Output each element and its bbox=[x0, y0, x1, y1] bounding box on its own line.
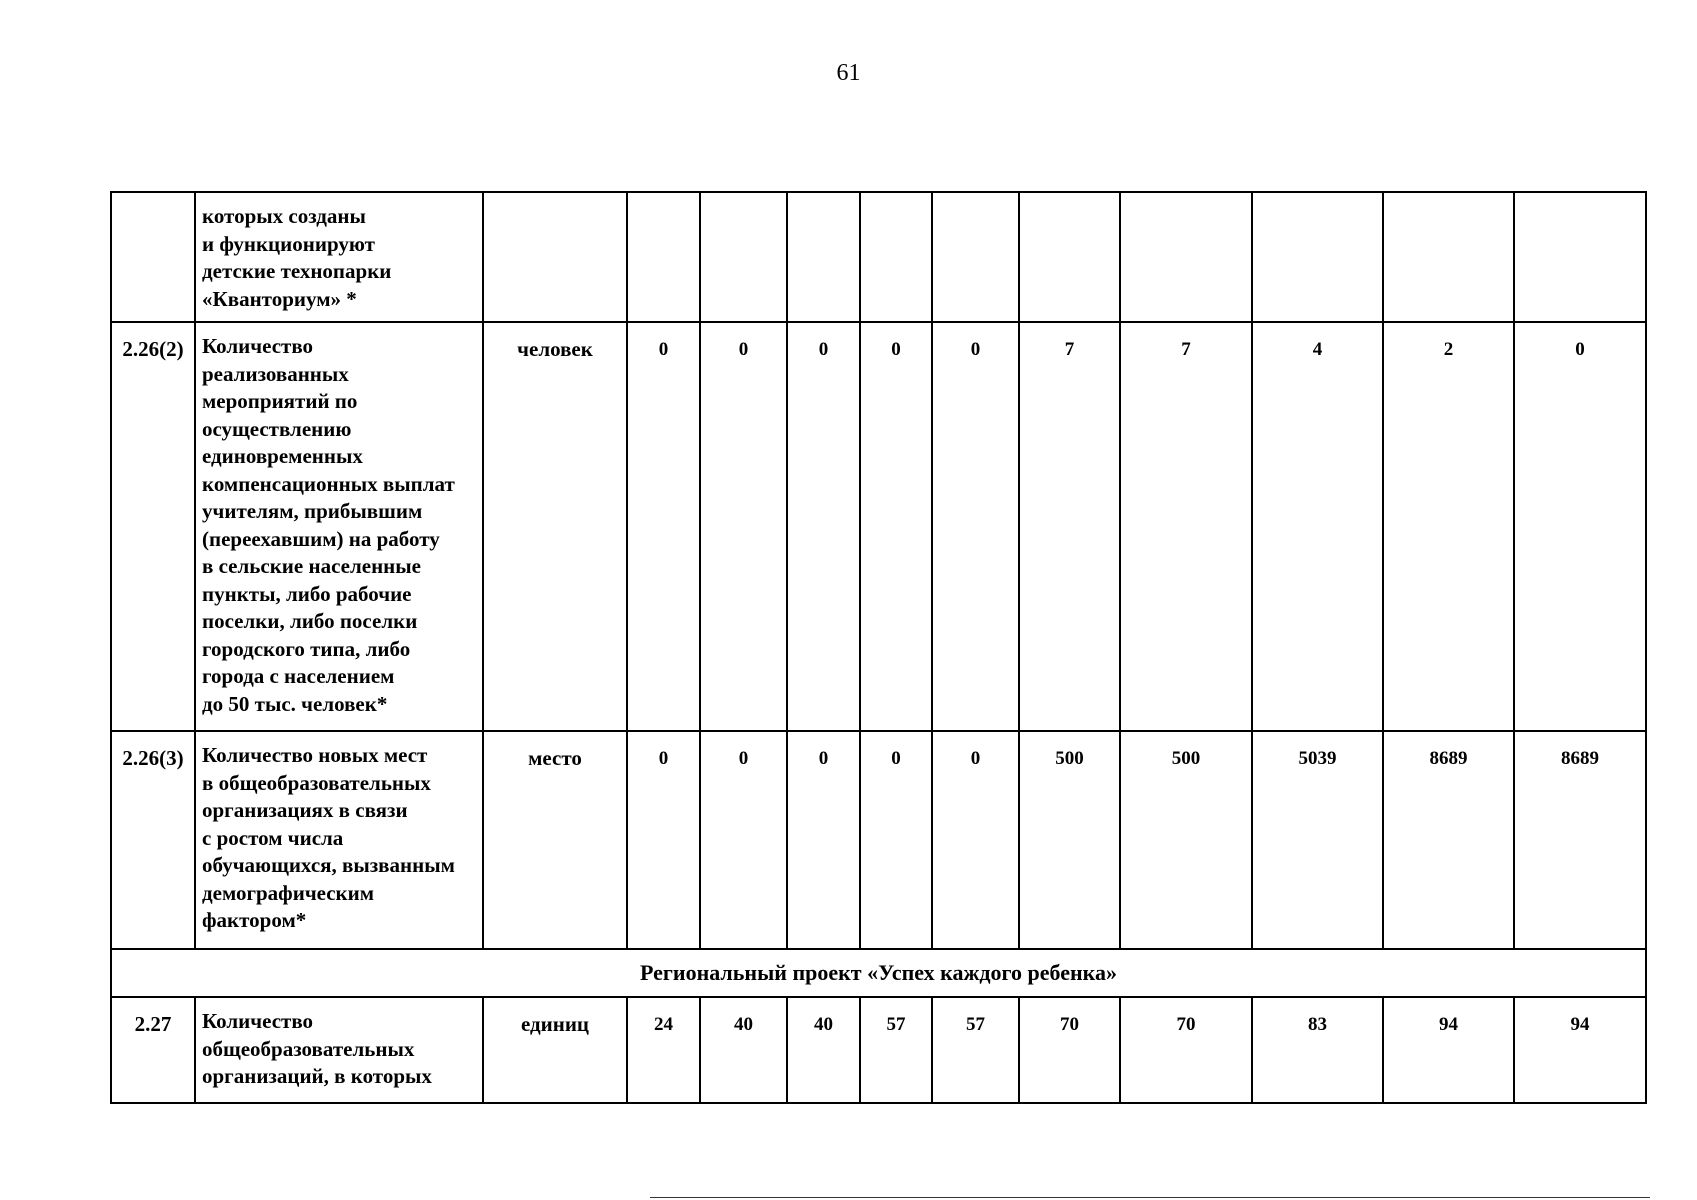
value-cell: 7 bbox=[1120, 322, 1252, 731]
indicator-description: Количество реализованных мероприятий по осуществлению единовременных компенсационных выплат учителям, прибывшим (переехавшим) на работу в сельские населенные пункты, либо рабочие поселки, либо поселки городского типа, либо города с населением до 50 тыс. человек* bbox=[195, 322, 483, 731]
value-cell: 5039 bbox=[1252, 731, 1383, 949]
value-cell: 70 bbox=[1120, 997, 1252, 1103]
value-cell bbox=[1252, 192, 1383, 322]
section-title: Региональный проект «Успех каждого ребенка» bbox=[111, 949, 1646, 997]
value-cell: 4 bbox=[1252, 322, 1383, 731]
value-cell: 0 bbox=[860, 322, 932, 731]
row-number: 2.26(3) bbox=[111, 731, 195, 949]
indicators-table bbox=[110, 191, 1647, 1104]
value-cell: 0 bbox=[627, 731, 700, 949]
value-cell: 24 bbox=[627, 997, 700, 1103]
row-number: 2.27 bbox=[111, 997, 195, 1103]
value-cell: 40 bbox=[787, 997, 860, 1103]
table-row bbox=[111, 997, 1646, 1103]
value-cell: 0 bbox=[860, 731, 932, 949]
value-cell bbox=[1120, 192, 1252, 322]
value-cell: 7 bbox=[1019, 322, 1120, 731]
value-cell: 57 bbox=[860, 997, 932, 1103]
row-number bbox=[111, 192, 195, 322]
value-cell: 0 bbox=[1514, 322, 1646, 731]
table-row bbox=[111, 731, 1646, 949]
value-cell bbox=[932, 192, 1019, 322]
value-cell bbox=[860, 192, 932, 322]
value-cell bbox=[1514, 192, 1646, 322]
indicator-description: Количество новых мест в общеобразовательных организациях в связи с ростом числа обучающихся, вызванным демографическим фактором* bbox=[195, 731, 483, 949]
value-cell bbox=[627, 192, 700, 322]
value-cell bbox=[1383, 192, 1514, 322]
value-cell: 94 bbox=[1514, 997, 1646, 1103]
unit-cell: место bbox=[483, 731, 627, 949]
row-number: 2.26(2) bbox=[111, 322, 195, 731]
value-cell: 0 bbox=[787, 731, 860, 949]
value-cell: 70 bbox=[1019, 997, 1120, 1103]
indicator-description: Количество общеобразовательных организаций, в которых bbox=[195, 997, 483, 1103]
table-row bbox=[111, 192, 1646, 322]
value-cell: 8689 bbox=[1514, 731, 1646, 949]
unit-cell bbox=[483, 192, 627, 322]
value-cell: 83 bbox=[1252, 997, 1383, 1103]
value-cell bbox=[1019, 192, 1120, 322]
value-cell: 0 bbox=[627, 322, 700, 731]
value-cell: 0 bbox=[700, 322, 787, 731]
value-cell: 40 bbox=[700, 997, 787, 1103]
indicator-description: которых созданы и функционируют детские технопарки «Кванториум» * bbox=[195, 192, 483, 322]
value-cell: 94 bbox=[1383, 997, 1514, 1103]
value-cell: 57 bbox=[932, 997, 1019, 1103]
page-number: 61 bbox=[836, 60, 861, 86]
bottom-rule bbox=[650, 1197, 1650, 1198]
value-cell: 500 bbox=[1019, 731, 1120, 949]
value-cell: 0 bbox=[932, 322, 1019, 731]
value-cell: 0 bbox=[700, 731, 787, 949]
value-cell bbox=[700, 192, 787, 322]
value-cell bbox=[787, 192, 860, 322]
value-cell: 2 bbox=[1383, 322, 1514, 731]
unit-cell: единиц bbox=[483, 997, 627, 1103]
unit-cell: человек bbox=[483, 322, 627, 731]
section-row bbox=[111, 949, 1646, 997]
value-cell: 500 bbox=[1120, 731, 1252, 949]
value-cell: 8689 bbox=[1383, 731, 1514, 949]
value-cell: 0 bbox=[787, 322, 860, 731]
value-cell: 0 bbox=[932, 731, 1019, 949]
table-row bbox=[111, 322, 1646, 731]
